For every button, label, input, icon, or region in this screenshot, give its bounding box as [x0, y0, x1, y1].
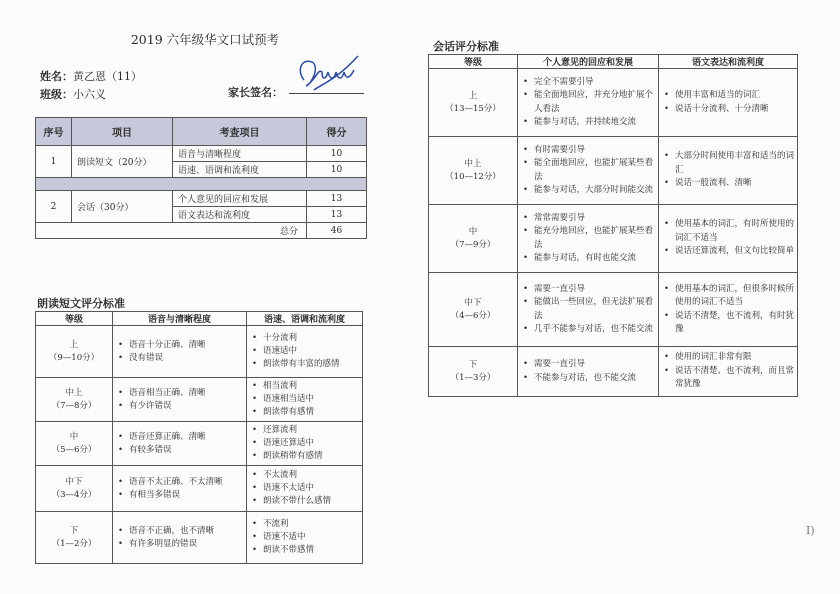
criteria-cell [113, 326, 247, 378]
level-cell [36, 466, 113, 512]
level-cell [36, 378, 113, 422]
list-item: • 不太流利 [251, 469, 362, 482]
criteria-cell [247, 466, 363, 512]
criteria-cell [113, 512, 247, 564]
level-range: （1—2分） [51, 538, 97, 549]
list-item: • 使用丰富和适当的词汇 [663, 89, 797, 103]
list-item: • 朗读稍带有感情 [251, 450, 362, 463]
criteria-cell [518, 205, 659, 273]
table-row [36, 326, 363, 378]
item-number: 2 [36, 191, 72, 223]
criterion: 个人意见的回应和发展 [173, 191, 307, 207]
criteria-list [659, 89, 797, 116]
criteria-list [113, 476, 246, 502]
table-row [429, 205, 798, 273]
col-header-item: 项目 [72, 118, 173, 146]
parent-signature-label: 家长签名： [228, 86, 283, 99]
table-row [36, 512, 363, 564]
table-row [429, 347, 798, 397]
corner-mark: I) [806, 524, 815, 537]
criteria-cell [659, 137, 798, 205]
list-item: • 语音相当正确、清晰 [117, 387, 246, 400]
list-item: • 说话一般流利、清晰 [663, 177, 797, 191]
criteria-list [247, 424, 362, 463]
criteria-cell [659, 69, 798, 137]
conversation-rubric-title: 会话评分标准 [433, 40, 499, 53]
conversation-rubric-table [428, 54, 798, 397]
score-header-row [36, 118, 367, 146]
criteria-cell [518, 69, 659, 137]
list-item: • 有较多错误 [117, 444, 246, 457]
list-item: • 能全面地回应，并充分地扩展个人看法 [522, 89, 658, 116]
list-item: • 能做出一些回应，但无法扩展看法 [522, 296, 658, 323]
parent-signature [292, 50, 362, 96]
col-header-score: 得分 [307, 118, 367, 146]
col-header-level: 等级 [36, 312, 113, 326]
reading-rubric-title: 朗读短文评分标准 [37, 297, 125, 310]
col-header-criterion: 考查项目 [173, 118, 307, 146]
list-item: • 需要一直引导 [522, 283, 658, 297]
level-name: 上 [69, 339, 79, 350]
list-item: • 说话不清楚、也不流利，而且常常犹豫 [663, 365, 797, 392]
list-item: • 说话不清楚，也不流利，有时犹豫 [663, 310, 797, 337]
separator-row [36, 178, 367, 191]
criteria-cell [113, 378, 247, 422]
criteria-list [113, 339, 246, 365]
criteria-cell [247, 326, 363, 378]
score: 13 [307, 191, 367, 207]
criteria-list [518, 76, 658, 130]
level-cell [429, 273, 518, 347]
level-name: 中上 [464, 158, 482, 169]
list-item: • 相当流利 [251, 380, 362, 393]
criteria-list [518, 144, 658, 198]
student-name-field [40, 68, 142, 84]
level-cell [429, 205, 518, 273]
total-label: 总分 [36, 223, 307, 239]
level-range: （1—3分） [450, 372, 496, 383]
criterion: 语文表达和流利度 [173, 207, 307, 223]
col-header-response: 个人意见的回应和发展 [518, 55, 659, 69]
rubric-header-row [429, 55, 798, 69]
criteria-list [113, 387, 246, 413]
level-cell [429, 347, 518, 397]
list-item: • 能参与对话，有时也能交流 [522, 252, 658, 266]
table-row [36, 422, 363, 466]
list-item: • 不流利 [251, 518, 362, 531]
level-range: （7—9分） [450, 239, 496, 250]
table-row [36, 146, 367, 162]
list-item: • 说话还算流利，但文句比较简单 [663, 245, 797, 259]
score: 10 [307, 162, 367, 178]
list-item: • 能充分地回应，也能扩展某些看法 [522, 225, 658, 252]
list-item: • 使用基本的词汇，有时所使用的词汇不适当 [663, 218, 797, 245]
item-number: 1 [36, 146, 72, 178]
list-item: • 使用的词汇非常有限 [663, 351, 797, 365]
level-name: 中下 [65, 476, 83, 487]
criteria-list [518, 358, 658, 385]
criteria-list [247, 518, 362, 557]
reading-rubric-table [35, 311, 363, 564]
list-item: • 十分流利 [251, 332, 362, 345]
score: 13 [307, 207, 367, 223]
total-score: 46 [307, 223, 367, 239]
list-item: • 能参与对话，大部分时间能交流 [522, 184, 658, 198]
list-item: • 没有错误 [117, 352, 246, 365]
list-item: • 有时需要引导 [522, 144, 658, 158]
criteria-cell [518, 137, 659, 205]
criteria-cell [113, 466, 247, 512]
criteria-list [659, 351, 797, 392]
level-name: 上 [468, 90, 478, 101]
level-cell [36, 326, 113, 378]
col-header-fluency: 语速、语调和流利度 [247, 312, 363, 326]
list-item: • 不能参与对话，也不能交流 [522, 372, 658, 386]
list-item: • 有相当多错误 [117, 489, 246, 502]
list-item: • 语音不太正确、不太清晰 [117, 476, 246, 489]
level-range: （10—12分） [445, 171, 501, 182]
list-item: • 语速不适中 [251, 531, 362, 544]
list-item: • 语速不太适中 [251, 482, 362, 495]
conversation-rubric-body [429, 69, 798, 397]
list-item: • 使用基本的词汇，但很多时候所使用的词汇不适当 [663, 283, 797, 310]
level-range: （13—15分） [445, 103, 501, 114]
criteria-cell [247, 422, 363, 466]
list-item: • 能参与对话，并持续地交流 [522, 116, 658, 130]
level-name: 下 [69, 525, 79, 536]
name-label: 姓名： [40, 70, 73, 83]
table-row [429, 273, 798, 347]
list-item: • 语音还算正确、清晰 [117, 431, 246, 444]
criteria-cell [659, 347, 798, 397]
level-name: 中 [69, 431, 79, 442]
criteria-list [659, 218, 797, 259]
criteria-cell [247, 378, 363, 422]
list-item: • 朗读带有丰富的感情 [251, 358, 362, 371]
col-header-level: 等级 [429, 55, 518, 69]
table-row [36, 466, 363, 512]
total-row [36, 223, 367, 239]
list-item: • 几乎不能参与对话，也不能交流 [522, 323, 658, 337]
class-label: 班级： [40, 88, 73, 101]
item-name: 会话（30分） [72, 191, 173, 223]
criteria-list [247, 332, 362, 371]
level-name: 中下 [464, 297, 482, 308]
level-range: （4—6分） [450, 310, 496, 321]
criteria-cell [113, 422, 247, 466]
table-row [36, 191, 367, 207]
level-range: （7—8分） [51, 400, 97, 411]
criteria-list [659, 283, 797, 337]
criteria-cell [518, 273, 659, 347]
list-item: • 朗读不带感情 [251, 544, 362, 557]
list-item: • 大部分时间使用丰富和适当的词汇 [663, 150, 797, 177]
criteria-cell [659, 205, 798, 273]
criteria-cell [659, 273, 798, 347]
list-item: • 还算流利 [251, 424, 362, 437]
page-title: 2019 六年级华文口试预考 [130, 32, 280, 47]
list-item: • 朗读不带什么感情 [251, 495, 362, 508]
criteria-cell [247, 512, 363, 564]
score-table [35, 117, 367, 239]
level-name: 中上 [65, 387, 83, 398]
list-item: • 需要一直引导 [522, 358, 658, 372]
criterion: 语音与清晰程度 [173, 146, 307, 162]
list-item: • 朗读带有感情 [251, 406, 362, 419]
col-header-pronunciation: 语音与清晰程度 [113, 312, 247, 326]
criteria-list [247, 469, 362, 508]
item-name: 朗读短文（20分） [72, 146, 173, 178]
list-item: • 能全面地回应，也能扩展某些看法 [522, 157, 658, 184]
table-row [429, 69, 798, 137]
class-field [40, 86, 106, 102]
list-item: • 完全不需要引导 [522, 76, 658, 90]
criteria-cell [518, 347, 659, 397]
criteria-list [247, 380, 362, 419]
col-header-number: 序号 [36, 118, 72, 146]
level-cell [429, 137, 518, 205]
list-item: • 语速还算适中 [251, 437, 362, 450]
level-name: 下 [468, 359, 478, 370]
level-cell [36, 512, 113, 564]
level-range: （3—4分） [51, 489, 97, 500]
list-item: • 有少许错误 [117, 400, 246, 413]
criteria-list [113, 525, 246, 551]
class-name: 小六义 [73, 88, 106, 101]
list-item: • 语音十分正确、清晰 [117, 339, 246, 352]
score: 10 [307, 146, 367, 162]
rubric-header-row [36, 312, 363, 326]
col-header-expression: 语文表达和流利度 [659, 55, 798, 69]
criteria-list [113, 431, 246, 457]
criterion: 语速、语调和流利度 [173, 162, 307, 178]
list-item: • 语速适中 [251, 345, 362, 358]
list-item: • 说话十分流利、十分清晰 [663, 103, 797, 117]
level-range: （9—10分） [48, 352, 100, 363]
level-name: 中 [468, 226, 478, 237]
criteria-list [659, 150, 797, 191]
list-item: • 语速相当适中 [251, 393, 362, 406]
list-item: • 有许多明显的错误 [117, 538, 246, 551]
criteria-list [518, 212, 658, 266]
level-cell [429, 69, 518, 137]
table-row [36, 378, 363, 422]
student-name: 黄乙恩（11） [73, 70, 142, 83]
criteria-list [518, 283, 658, 337]
list-item: • 语音不正确，也不清晰 [117, 525, 246, 538]
level-range: （5—6分） [51, 444, 97, 455]
table-row [429, 137, 798, 205]
reading-rubric-body [36, 326, 363, 564]
list-item: • 常常需要引导 [522, 212, 658, 226]
level-cell [36, 422, 113, 466]
